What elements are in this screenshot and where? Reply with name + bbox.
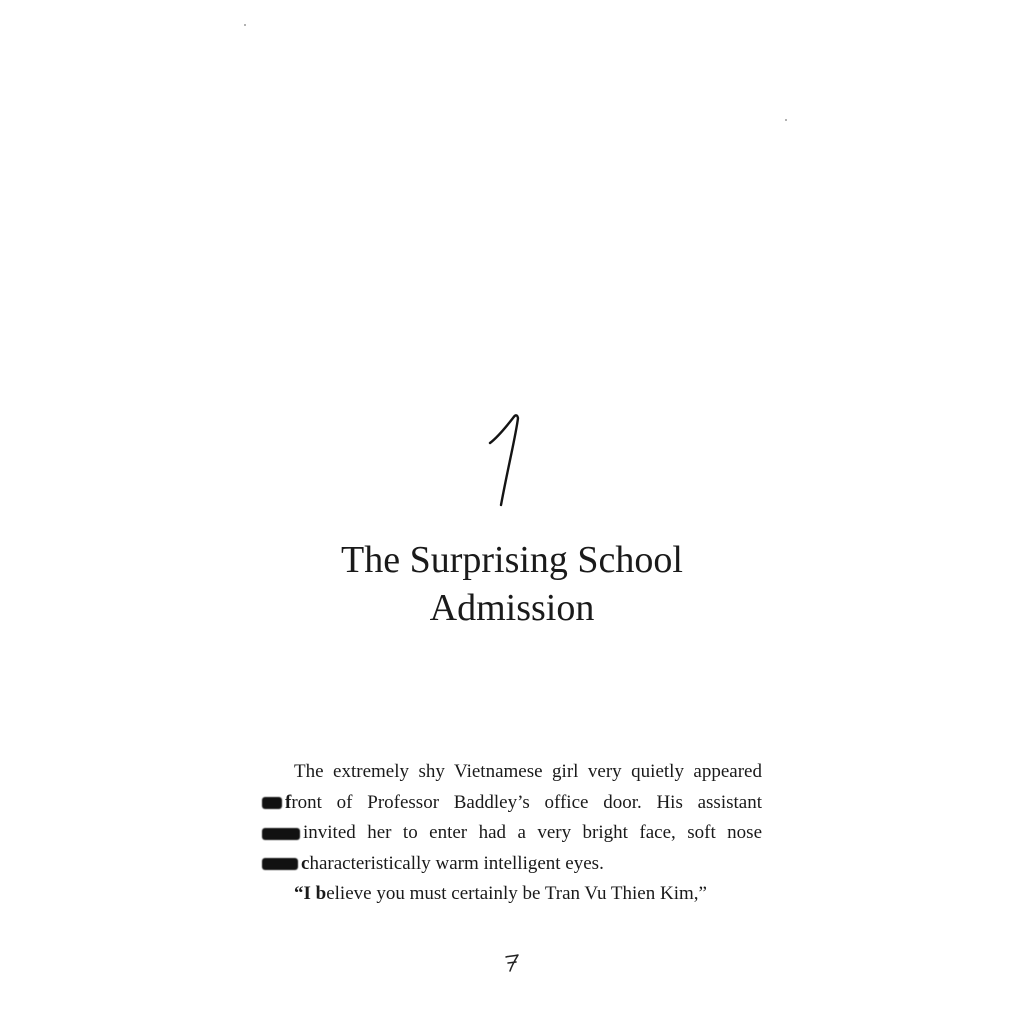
chapter-number-handwritten [482, 405, 542, 515]
paragraph-line-2-text: ront of Professor Baddley’s office door. His assistant [291, 791, 762, 813]
scan-speck [785, 119, 787, 121]
paragraph-line-5-text: elieve you must certainly be Tran Vu Thien Kim,” [326, 883, 707, 904]
chapter-title-line-2: Admission [429, 587, 595, 629]
chapter-title-line-1: The Surprising School [341, 539, 683, 581]
paragraph-line-3-text: invited her to enter had a very bright face, soft nose [303, 822, 762, 843]
paragraph-line-3 [262, 818, 762, 849]
page-number [0, 950, 1024, 980]
paragraph-line-4-text: haracteristically warm intelligent eyes. [309, 852, 604, 874]
paragraph-line-2: front of Professor Baddley’s office door. His assistant [262, 788, 762, 819]
chapter-title [0, 536, 1024, 632]
body-text [262, 757, 762, 910]
chapter-number [0, 405, 1024, 515]
scan-speck [244, 24, 246, 26]
page-number-handwritten [502, 950, 522, 974]
ink-smudge [262, 797, 282, 809]
paragraph-line-5: “I believe you must certainly be Tran Vu Thien Kim,” [294, 883, 707, 904]
ink-smudge [262, 858, 298, 870]
paragraph-line-4: characteristically warm intelligent eyes. [262, 849, 762, 880]
paragraph-line-1: The extremely shy Vietnamese girl very quietly appeared [294, 761, 762, 782]
ink-smudge [262, 828, 300, 840]
